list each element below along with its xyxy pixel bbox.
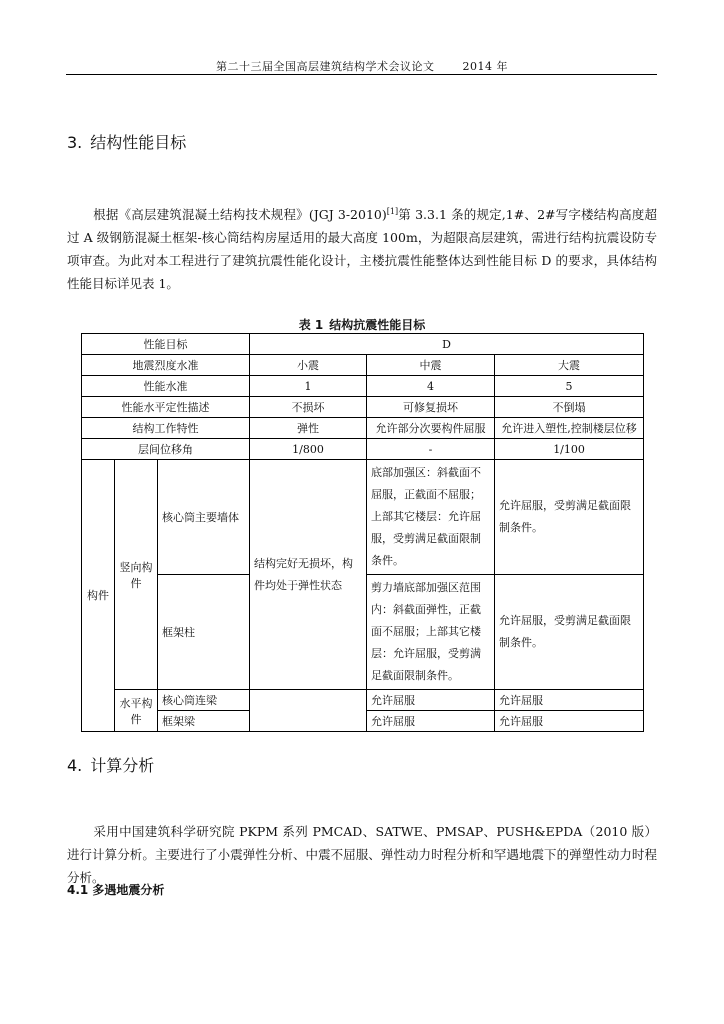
section-4-number: 4. <box>67 756 83 775</box>
section-4-heading <box>67 753 154 776</box>
component-label-text: 构件 <box>87 589 109 602</box>
horizontal-component-label <box>115 690 158 732</box>
section-3-paragraph <box>67 200 657 295</box>
row-label: 层间位移角 <box>82 439 250 460</box>
para-a: 根据《高层建筑混凝土结构技术规程》(JGJ 3-2010) <box>93 207 387 223</box>
cell-small: 1/800 <box>250 439 367 460</box>
component-label <box>82 460 115 732</box>
cell-mid: 底部加强区：斜截面不屈服，正截面不屈服；上部其它楼层：允许屈服，受剪满足截面限制条件。 <box>367 460 495 575</box>
section-4-title: 计算分析 <box>90 756 155 775</box>
subsection-4-1-heading: 4.1 多遇地震分析 <box>67 883 165 897</box>
section-4-text: 采用中国建筑科学研究院 PKPM 系列 PMCAD、SATWE、PMSAP、PUSH&EPDA（2010 版）进行计算分析。主要进行了小震弹性分析、中震不屈服、弹性动力时程分析和罕遇地震下的弹塑性动力时程分析。 <box>67 824 657 885</box>
section-3-number: 3. <box>67 133 83 152</box>
para-b: 第 3.3.1 条的规定,1#、2#写字楼结构高度超过 A 级钢筋混凝土框架-核心筒结构房屋适用的最大高度 100m，为超限高层建筑，需进行结构抗震设防专项审查。为此对本工程进行了建筑抗震性能化设计，主楼抗震性能整体达到性能目标 D 的要求，具体结构性能目标详见表 1。 <box>67 207 657 292</box>
section-3-title: 结构性能目标 <box>90 133 187 152</box>
small-quake-merged: 结构完好无损坏，构件均处于弹性状态 <box>250 460 367 690</box>
row-label: 性能目标 <box>82 334 250 355</box>
cell-large: 允许屈服，受剪满足截面限制条件。 <box>495 460 644 575</box>
vertical-component-label <box>115 460 158 690</box>
header-year: 2014 年 <box>462 60 508 73</box>
cell-mid: 允许屈服 <box>367 690 495 711</box>
table-row <box>82 690 644 711</box>
cell-mid: 中震 <box>367 355 495 376</box>
cell-mid: - <box>367 439 495 460</box>
table-caption-title: 结构抗震性能目标 <box>329 318 426 332</box>
cell-large: 1/100 <box>495 439 644 460</box>
cell-large: 大震 <box>495 355 644 376</box>
vertical-label-text: 竖向构件 <box>119 560 153 590</box>
row-label: 结构工作特性 <box>82 418 250 439</box>
cell-mid: 允许屈服 <box>367 711 495 732</box>
table-caption-number: 表 1 <box>298 318 324 332</box>
header-rule <box>66 74 657 75</box>
table-caption <box>0 316 724 333</box>
cell-small: 1 <box>250 376 367 397</box>
cell-mid: 允许部分次要构件屈服 <box>367 418 495 439</box>
row-label: 性能水平定性描述 <box>82 397 250 418</box>
cell-mid: 剪力墙底部加强区范围内：斜截面弹性，正截面不屈服；上部其它楼层：允许屈服，受剪满足截面限制条件。 <box>367 575 495 690</box>
cell-small: 弹性 <box>250 418 367 439</box>
cell-mid: 可修复损坏 <box>367 397 495 418</box>
cell-mid: 4 <box>367 376 495 397</box>
table-row <box>82 355 644 376</box>
cell-small: 小震 <box>250 355 367 376</box>
cell-large: 允许屈服 <box>495 711 644 732</box>
table-row <box>82 418 644 439</box>
row-name: 核心筒连梁 <box>158 690 250 711</box>
performance-target-table <box>81 333 644 732</box>
running-header <box>0 58 724 74</box>
row-name: 核心筒主要墙体 <box>158 460 250 575</box>
row-name: 框架柱 <box>158 575 250 690</box>
table-row <box>82 334 644 355</box>
cell-large: 不倒塌 <box>495 397 644 418</box>
section-3-heading <box>67 130 186 153</box>
cell-small: 不损坏 <box>250 397 367 418</box>
header-title: 第二十三届全国高层建筑结构学术会议论文 <box>216 60 435 73</box>
small-quake-blank <box>250 690 367 732</box>
target-value: D <box>250 334 644 355</box>
row-name: 框架梁 <box>158 711 250 732</box>
table-row <box>82 439 644 460</box>
cell-large: 允许屈服 <box>495 690 644 711</box>
citation-ref[interactable]: [1] <box>386 207 399 216</box>
row-label: 性能水准 <box>82 376 250 397</box>
section-4-paragraph <box>67 820 657 889</box>
table-row <box>82 397 644 418</box>
cell-large: 5 <box>495 376 644 397</box>
table-row <box>82 376 644 397</box>
cell-large: 允许屈服，受剪满足截面限制条件。 <box>495 575 644 690</box>
row-label: 地震烈度水准 <box>82 355 250 376</box>
table-row <box>82 460 644 575</box>
horizontal-label-text: 水平构件 <box>119 696 153 726</box>
cell-large: 允许进入塑性,控制楼层位移 <box>495 418 644 439</box>
